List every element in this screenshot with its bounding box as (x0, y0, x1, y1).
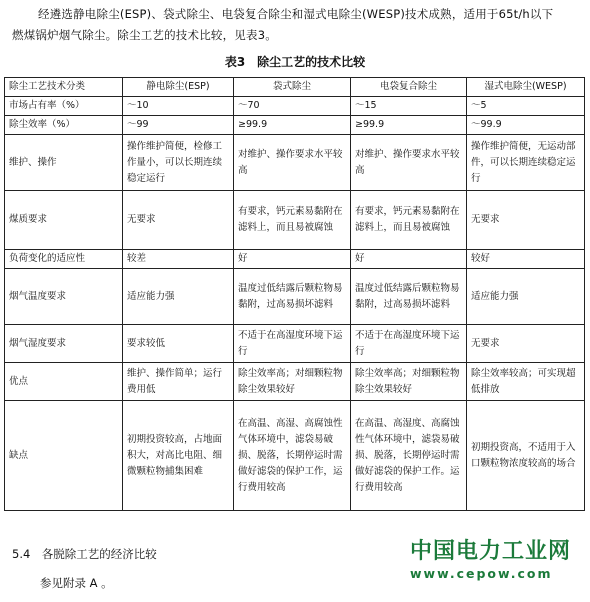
row-label: 负荷变化的适应性 (5, 250, 123, 269)
table-cell: 初期投资高，不适用于入口颗粒物浓度较高的场合 (467, 401, 585, 511)
table-cell: 除尘效率较高；可实现超低排放 (467, 363, 585, 401)
table-cell: 对维护、操作要求水平较高 (351, 135, 467, 191)
row-label: 维护、操作 (5, 135, 123, 191)
row-label: 烟气湿度要求 (5, 325, 123, 363)
watermark-logo-text: 中国电力工业网 (410, 539, 572, 564)
table-row (5, 191, 585, 250)
table-cell: 维护、操作简单；运行费用低 (123, 363, 234, 401)
table-header-row (5, 78, 585, 97)
table-cell: 好 (351, 250, 467, 269)
header-cell: 湿式电除尘(WESP) (467, 78, 585, 97)
section-heading: 5.4 各脱除工艺的经济比较 (12, 547, 157, 561)
table-cell: ～10 (123, 97, 234, 116)
header-cell: 袋式除尘 (234, 78, 351, 97)
header-cell: 除尘工艺技术分类 (5, 78, 123, 97)
appendix-reference: 参见附录 A 。 (40, 576, 113, 590)
row-label: 市场占有率（%） (5, 97, 123, 116)
table-cell: ≥99.9 (351, 116, 467, 135)
table-cell: 要求较低 (123, 325, 234, 363)
intro-line-1: 经遴选静电除尘(ESP)、袋式除尘、电袋复合除尘和湿式电除尘(WESP)技术成熟，适用于65t/h以下 (38, 7, 554, 21)
table-cell: ～5 (467, 97, 585, 116)
table-cell: ～15 (351, 97, 467, 116)
table-cell: 操作维护简便，检修工作量小，可以长期连续稳定运行 (123, 135, 234, 191)
table-cell: ～99.9 (467, 116, 585, 135)
header-cell: 静电除尘(ESP) (123, 78, 234, 97)
table-cell: 初期投资较高，占地面积大，对高比电阻、细微颗粒物捕集困难 (123, 401, 234, 511)
table-cell: 较好 (467, 250, 585, 269)
row-label: 烟气温度要求 (5, 269, 123, 325)
table-row (5, 363, 585, 401)
table-cell: 在高温、高湿度、高腐蚀性气体环境中，滤袋易破损、脱落，长期停运时需做好滤袋的保护工作。运行费用较高 (351, 401, 467, 511)
table-cell: 适应能力强 (467, 269, 585, 325)
table-cell: 无要求 (467, 325, 585, 363)
comparison-table (4, 77, 585, 511)
row-label: 煤质要求 (5, 191, 123, 250)
row-label: 优点 (5, 363, 123, 401)
table-cell: 有要求，钙元素易黏附在滤料上，而且易被腐蚀 (351, 191, 467, 250)
table-cell: 除尘效率高；对细颗粒物除尘效果较好 (351, 363, 467, 401)
watermark-url: www.cepow.com (410, 566, 553, 581)
table-row (5, 116, 585, 135)
intro-paragraph (12, 4, 578, 46)
table-row (5, 250, 585, 269)
table-cell: ≥99.9 (234, 116, 351, 135)
table-caption: 表3 除尘工艺的技术比较 (224, 55, 366, 69)
table-cell: ～99 (123, 116, 234, 135)
table-cell: 适应能力强 (123, 269, 234, 325)
table-cell: 对维护、操作要求水平较高 (234, 135, 351, 191)
table-cell: 有要求，钙元素易黏附在滤料上，而且易被腐蚀 (234, 191, 351, 250)
table-cell: 温度过低结露后颗粒物易黏附，过高易损坏滤料 (234, 269, 351, 325)
table-row (5, 325, 585, 363)
table-row (5, 97, 585, 116)
table-cell: 除尘效率高；对细颗粒物除尘效果较好 (234, 363, 351, 401)
header-cell: 电袋复合除尘 (351, 78, 467, 97)
table-cell: 不适于在高湿度环境下运行 (351, 325, 467, 363)
table-row (5, 135, 585, 191)
table-row (5, 401, 585, 511)
row-label: 缺点 (5, 401, 123, 511)
table-cell: 温度过低结露后颗粒物易黏附，过高易损坏滤料 (351, 269, 467, 325)
row-label: 除尘效率（%） (5, 116, 123, 135)
intro-line-2: 燃煤锅炉烟气除尘。除尘工艺的技术比较，见表3。 (12, 28, 277, 42)
table-cell: 较差 (123, 250, 234, 269)
table-row (5, 269, 585, 325)
table-cell: 好 (234, 250, 351, 269)
table-cell: 在高温、高湿、高腐蚀性气体环境中，滤袋易破损、脱落，长期停运时需做好滤袋的保护工作，运行费用较高 (234, 401, 351, 511)
table-cell: 无要求 (123, 191, 234, 250)
table-cell: 不适于在高湿度环境下运行 (234, 325, 351, 363)
table-cell: 操作维护简便，无运动部件，可以长期连续稳定运行 (467, 135, 585, 191)
table-cell: 无要求 (467, 191, 585, 250)
table-cell: ～70 (234, 97, 351, 116)
